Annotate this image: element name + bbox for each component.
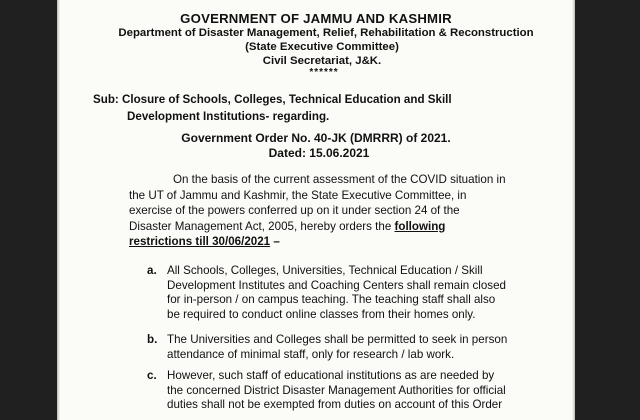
- order-date: Dated: 15.06.2021: [268, 146, 370, 160]
- body-emphasis-following: following: [394, 219, 446, 233]
- body-line-5-dash: –: [270, 235, 280, 249]
- item-b-line-1: The Universities and Colleges shall be permitted to seek in person: [167, 333, 508, 346]
- item-c-line-1: However, such staff of educational institutions as are needed by: [167, 369, 495, 382]
- item-a-line-1: All Schools, Colleges, Universities, Technical Education / Skill: [167, 264, 483, 277]
- body-line-1: On the basis of the current assessment of the COVID situation in: [173, 173, 506, 186]
- header-government: GOVERNMENT OF JAMMU AND KASHMIR: [180, 11, 452, 26]
- subject-line-1: Sub: Closure of Schools, Colleges, Technical Education and Skill: [93, 93, 452, 106]
- header-secretariat: Civil Secretariat, J&K.: [262, 55, 382, 67]
- body-line-4: [129, 219, 525, 235]
- item-marker-c: c.: [147, 369, 157, 382]
- header-committee: (State Executive Committee): [245, 41, 399, 53]
- page-edge-left: [57, 0, 60, 420]
- subject-line: [93, 91, 543, 125]
- document-page: [57, 0, 575, 420]
- item-a-line-2: Development Institutes and Coaching Centers shall remain closed: [167, 278, 506, 292]
- body-line-5: [129, 234, 525, 250]
- item-marker-b: b.: [147, 333, 158, 346]
- item-a-line-3: for in-person / on campus teaching. The teaching staff shall also: [167, 293, 496, 307]
- item-text-c: [167, 369, 547, 413]
- body-line-2: the UT of Jammu and Kashmir, the State Executive Committee, in: [129, 188, 467, 202]
- item-text-b: [167, 333, 547, 362]
- body-line-3: exercise of the powers conferred up on it under section 24 of the: [129, 204, 460, 218]
- item-c-line-2: the concerned District Disaster Management Authorities for official: [167, 383, 506, 397]
- header-department: Department of Disaster Management, Relief, Rehabilitation & Reconstruction: [118, 27, 534, 39]
- item-c-line-3: duties shall not be exempted from duties on account of this Order: [167, 398, 503, 412]
- item-text-a: [167, 264, 547, 322]
- item-marker-a: a.: [147, 264, 157, 277]
- order-number: Government Order No. 40-JK (DMRRR) of 2021.: [181, 131, 451, 145]
- body-emphasis-restrictions: restrictions till 30/06/2021: [129, 235, 271, 249]
- item-a-line-4: be required to conduct online classes from their homes only.: [167, 307, 476, 321]
- item-b-line-2: attendance of minimal staff, only for research / lab work.: [167, 347, 455, 361]
- header-separator-stars: ******: [309, 67, 339, 78]
- subject-line-2: Development Institutions- regarding.: [127, 110, 330, 123]
- body-paragraph: [129, 172, 525, 250]
- body-line-4-text: Disaster Management Act, 2005, hereby orders the: [129, 219, 395, 233]
